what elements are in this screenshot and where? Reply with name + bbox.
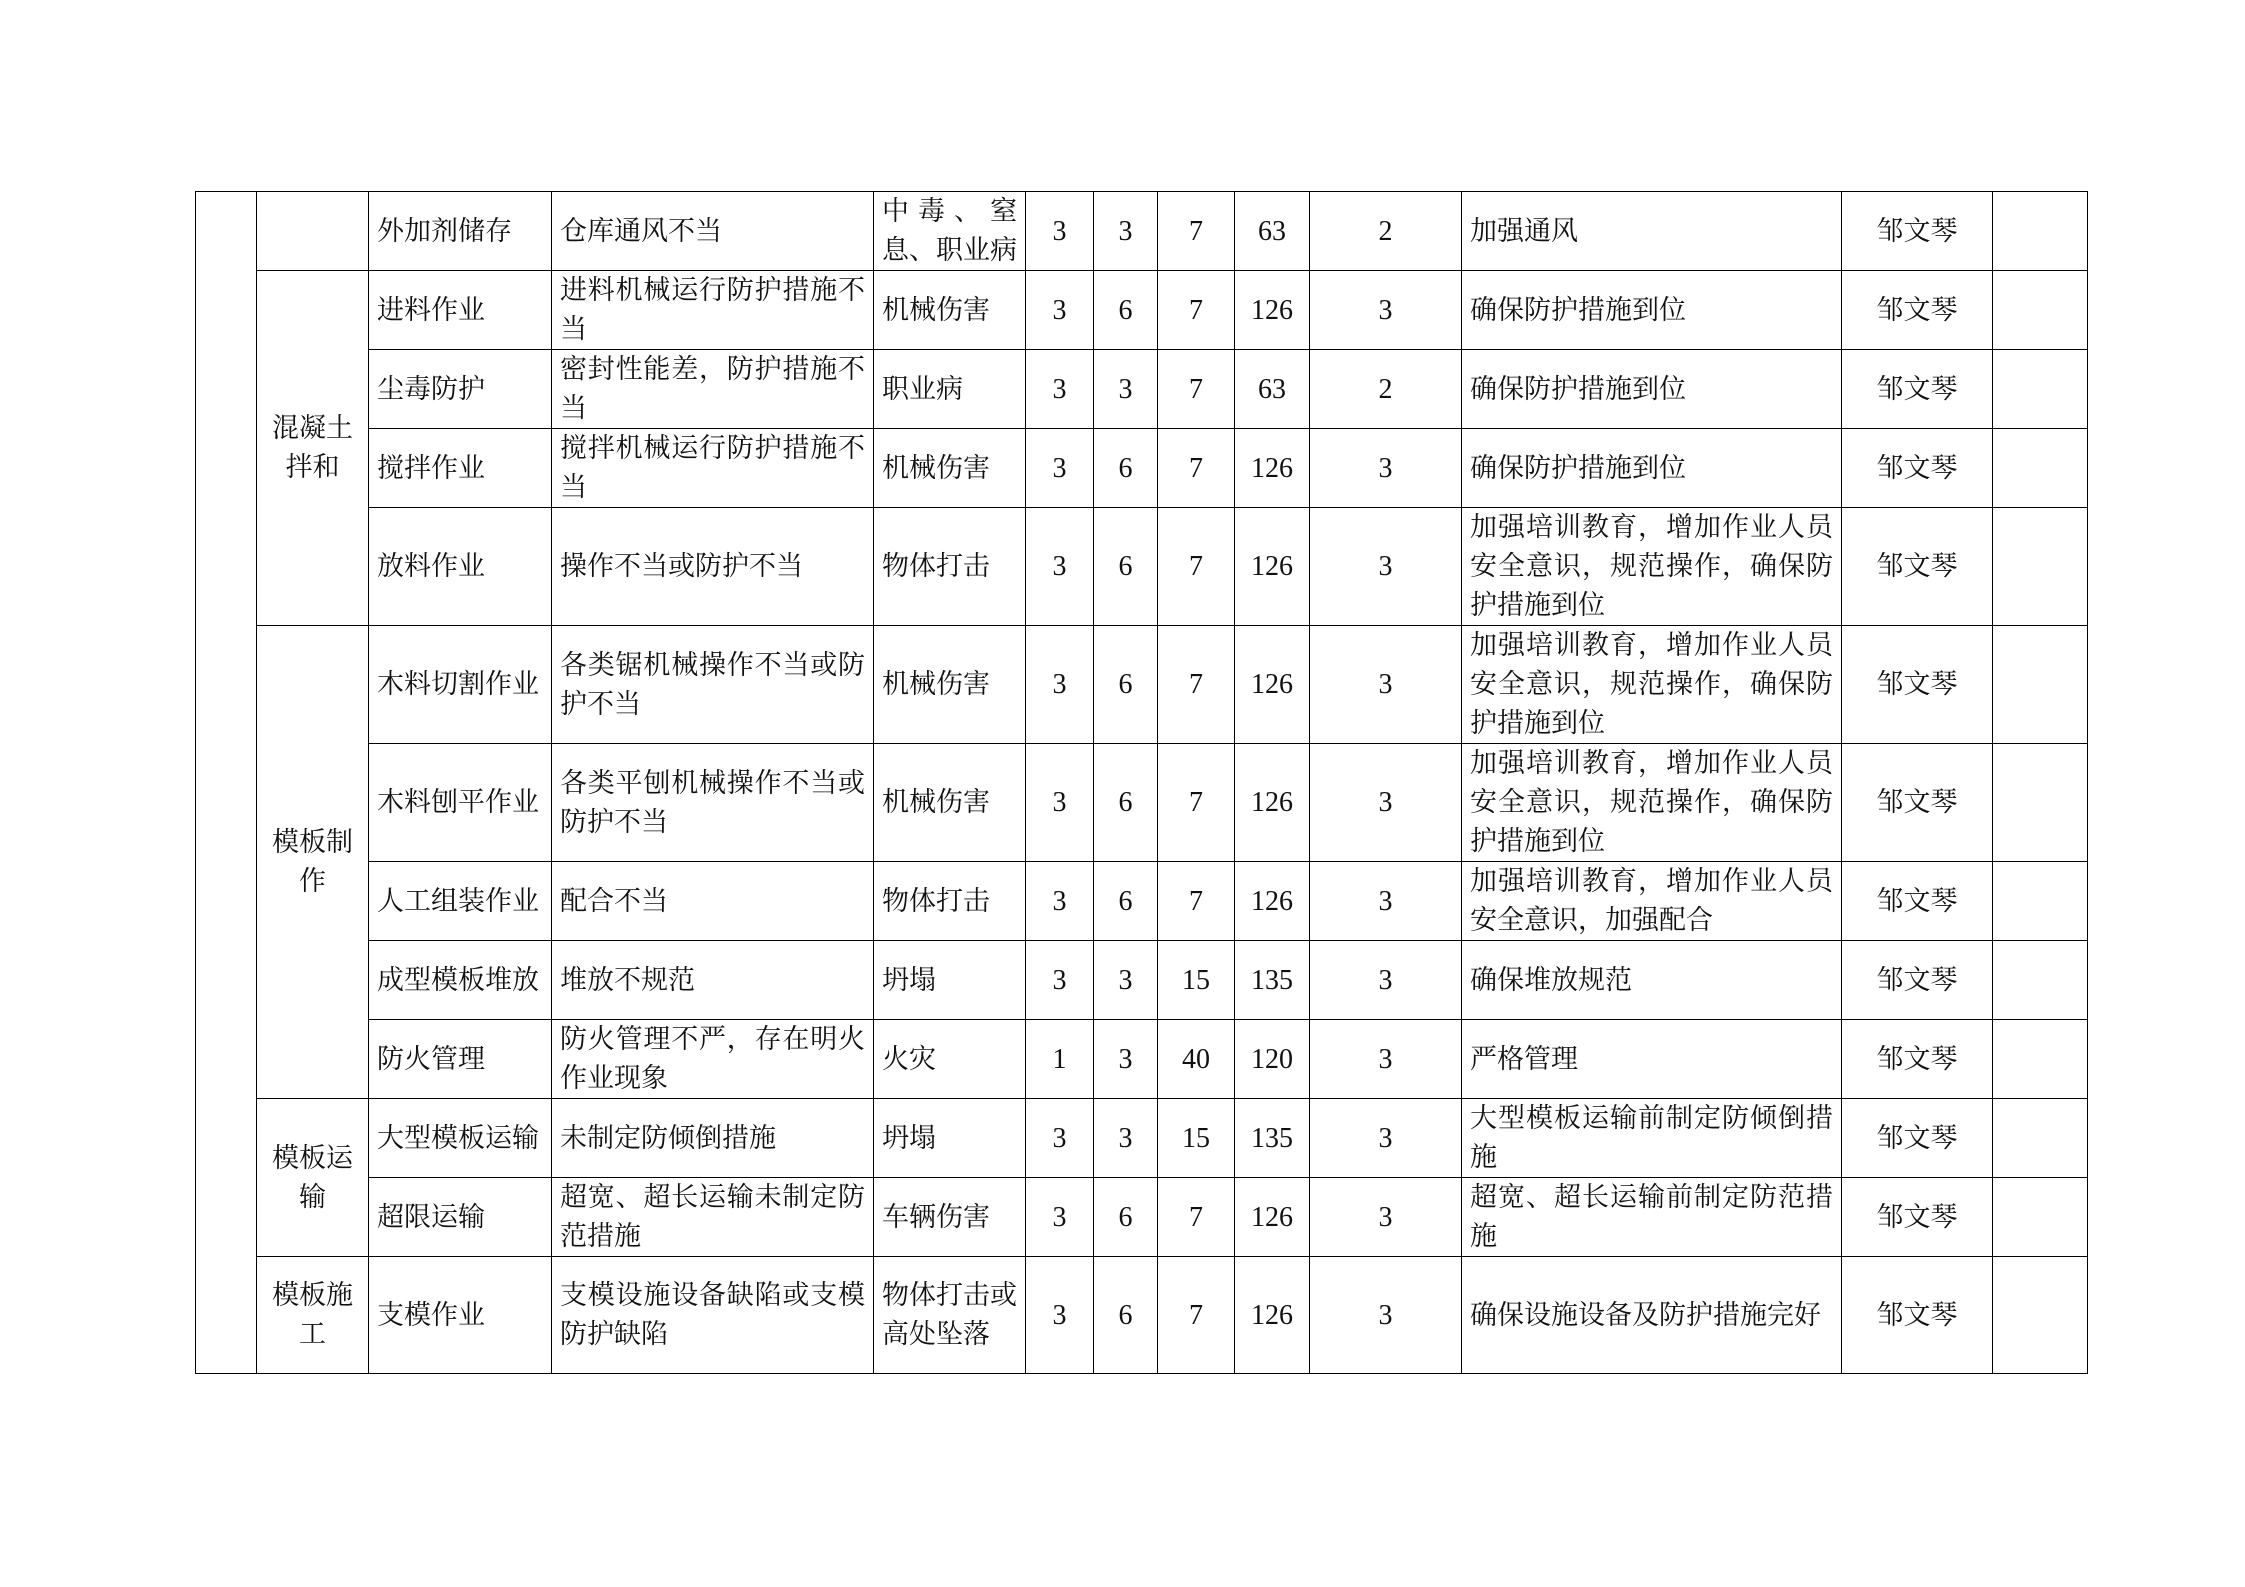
remark-cell [1993, 271, 2088, 350]
hazard-cell: 防火管理不严，存在明火作业现象 [552, 1020, 874, 1099]
l-value-cell: 3 [1026, 350, 1094, 429]
c-value-cell: 7 [1158, 1178, 1235, 1257]
table-row [196, 1257, 2088, 1374]
e-value-cell: 3 [1094, 350, 1158, 429]
d-value-cell: 126 [1235, 626, 1310, 744]
task-cell: 大型模板运输 [369, 1099, 552, 1178]
person-cell: 邹文琴 [1842, 1257, 1993, 1374]
risk-level-cell: 3 [1310, 508, 1462, 626]
c-value-cell: 7 [1158, 1257, 1235, 1374]
e-value-cell: 3 [1094, 192, 1158, 271]
l-value-cell: 3 [1026, 271, 1094, 350]
accident-cell: 火灾 [874, 1020, 1026, 1099]
measure-cell: 确保设施设备及防护措施完好 [1462, 1257, 1842, 1374]
group-cell: 模板施工 [257, 1257, 369, 1374]
accident-cell: 机械伤害 [874, 626, 1026, 744]
l-value-cell: 3 [1026, 1178, 1094, 1257]
remark-cell [1993, 192, 2088, 271]
c-value-cell: 7 [1158, 744, 1235, 862]
risk-level-cell: 3 [1310, 744, 1462, 862]
c-value-cell: 7 [1158, 508, 1235, 626]
e-value-cell: 6 [1094, 862, 1158, 941]
c-value-cell: 7 [1158, 429, 1235, 508]
person-cell: 邹文琴 [1842, 429, 1993, 508]
accident-cell: 坍塌 [874, 1099, 1026, 1178]
measure-cell: 加强培训教育，增加作业人员安全意识，规范操作，确保防护措施到位 [1462, 626, 1842, 744]
remark-cell [1993, 862, 2088, 941]
group-cell [257, 192, 369, 271]
remark-cell [1993, 626, 2088, 744]
c-value-cell: 7 [1158, 192, 1235, 271]
d-value-cell: 126 [1235, 1178, 1310, 1257]
person-cell: 邹文琴 [1842, 1178, 1993, 1257]
remark-cell [1993, 744, 2088, 862]
hazard-cell: 密封性能差，防护措施不当 [552, 350, 874, 429]
table-row [196, 271, 2088, 350]
task-cell: 木料刨平作业 [369, 744, 552, 862]
l-value-cell: 3 [1026, 1257, 1094, 1374]
task-cell: 木料切割作业 [369, 626, 552, 744]
l-value-cell: 3 [1026, 429, 1094, 508]
measure-cell: 加强培训教育，增加作业人员安全意识，规范操作，确保防护措施到位 [1462, 744, 1842, 862]
task-cell: 支模作业 [369, 1257, 552, 1374]
category-cell [196, 192, 257, 1374]
d-value-cell: 120 [1235, 1020, 1310, 1099]
measure-cell: 大型模板运输前制定防倾倒措施 [1462, 1099, 1842, 1178]
person-cell: 邹文琴 [1842, 1099, 1993, 1178]
accident-cell: 物体打击 [874, 862, 1026, 941]
measure-cell: 确保防护措施到位 [1462, 350, 1842, 429]
risk-level-cell: 3 [1310, 1257, 1462, 1374]
accident-cell: 坍塌 [874, 941, 1026, 1020]
e-value-cell: 6 [1094, 429, 1158, 508]
hazard-cell: 进料机械运行防护措施不当 [552, 271, 874, 350]
risk-level-cell: 3 [1310, 941, 1462, 1020]
group-cell: 混凝土拌和 [257, 271, 369, 626]
task-cell: 防火管理 [369, 1020, 552, 1099]
c-value-cell: 15 [1158, 1099, 1235, 1178]
table-row [196, 1020, 2088, 1099]
hazard-cell: 配合不当 [552, 862, 874, 941]
table-row [196, 429, 2088, 508]
e-value-cell: 6 [1094, 1178, 1158, 1257]
e-value-cell: 3 [1094, 1099, 1158, 1178]
remark-cell [1993, 1178, 2088, 1257]
c-value-cell: 7 [1158, 862, 1235, 941]
person-cell: 邹文琴 [1842, 626, 1993, 744]
hazard-cell: 操作不当或防护不当 [552, 508, 874, 626]
task-cell: 人工组装作业 [369, 862, 552, 941]
remark-cell [1993, 429, 2088, 508]
task-cell: 进料作业 [369, 271, 552, 350]
d-value-cell: 135 [1235, 1099, 1310, 1178]
measure-cell: 加强培训教育，增加作业人员安全意识，加强配合 [1462, 862, 1842, 941]
table-row [196, 744, 2088, 862]
c-value-cell: 15 [1158, 941, 1235, 1020]
d-value-cell: 135 [1235, 941, 1310, 1020]
l-value-cell: 3 [1026, 1099, 1094, 1178]
l-value-cell: 1 [1026, 1020, 1094, 1099]
risk-level-cell: 2 [1310, 350, 1462, 429]
risk-level-cell: 2 [1310, 192, 1462, 271]
remark-cell [1993, 1099, 2088, 1178]
person-cell: 邹文琴 [1842, 350, 1993, 429]
task-cell: 搅拌作业 [369, 429, 552, 508]
task-cell: 超限运输 [369, 1178, 552, 1257]
risk-level-cell: 3 [1310, 626, 1462, 744]
remark-cell [1993, 350, 2088, 429]
risk-level-cell: 3 [1310, 1178, 1462, 1257]
risk-level-cell: 3 [1310, 1099, 1462, 1178]
c-value-cell: 7 [1158, 271, 1235, 350]
person-cell: 邹文琴 [1842, 271, 1993, 350]
e-value-cell: 6 [1094, 271, 1158, 350]
l-value-cell: 3 [1026, 862, 1094, 941]
table-row [196, 941, 2088, 1020]
risk-level-cell: 3 [1310, 1020, 1462, 1099]
hazard-cell: 超宽、超长运输未制定防范措施 [552, 1178, 874, 1257]
e-value-cell: 3 [1094, 941, 1158, 1020]
group-cell: 模板制作 [257, 626, 369, 1099]
measure-cell: 确保防护措施到位 [1462, 429, 1842, 508]
task-cell: 放料作业 [369, 508, 552, 626]
e-value-cell: 6 [1094, 1257, 1158, 1374]
table-row [196, 192, 2088, 271]
measure-cell: 加强通风 [1462, 192, 1842, 271]
e-value-cell: 6 [1094, 626, 1158, 744]
measure-cell: 确保防护措施到位 [1462, 271, 1842, 350]
hazard-cell: 未制定防倾倒措施 [552, 1099, 874, 1178]
l-value-cell: 3 [1026, 941, 1094, 1020]
remark-cell [1993, 941, 2088, 1020]
d-value-cell: 126 [1235, 429, 1310, 508]
c-value-cell: 7 [1158, 626, 1235, 744]
accident-cell: 物体打击或高处坠落 [874, 1257, 1026, 1374]
table-row [196, 1178, 2088, 1257]
hazard-cell: 支模设施设备缺陷或支模防护缺陷 [552, 1257, 874, 1374]
task-cell: 成型模板堆放 [369, 941, 552, 1020]
hazard-cell: 堆放不规范 [552, 941, 874, 1020]
d-value-cell: 126 [1235, 271, 1310, 350]
person-cell: 邹文琴 [1842, 192, 1993, 271]
d-value-cell: 63 [1235, 192, 1310, 271]
table-row [196, 350, 2088, 429]
risk-assessment-table [195, 191, 2088, 1374]
group-cell: 模板运输 [257, 1099, 369, 1257]
measure-cell: 加强培训教育，增加作业人员安全意识，规范操作，确保防护措施到位 [1462, 508, 1842, 626]
l-value-cell: 3 [1026, 626, 1094, 744]
person-cell: 邹文琴 [1842, 508, 1993, 626]
accident-cell: 机械伤害 [874, 744, 1026, 862]
hazard-cell: 各类平刨机械操作不当或防护不当 [552, 744, 874, 862]
risk-level-cell: 3 [1310, 862, 1462, 941]
table-row [196, 626, 2088, 744]
d-value-cell: 126 [1235, 508, 1310, 626]
measure-cell: 超宽、超长运输前制定防范措施 [1462, 1178, 1842, 1257]
e-value-cell: 6 [1094, 744, 1158, 862]
d-value-cell: 63 [1235, 350, 1310, 429]
person-cell: 邹文琴 [1842, 941, 1993, 1020]
person-cell: 邹文琴 [1842, 744, 1993, 862]
accident-cell: 职业病 [874, 350, 1026, 429]
risk-level-cell: 3 [1310, 429, 1462, 508]
measure-cell: 确保堆放规范 [1462, 941, 1842, 1020]
task-cell: 尘毒防护 [369, 350, 552, 429]
person-cell: 邹文琴 [1842, 862, 1993, 941]
accident-cell: 车辆伤害 [874, 1178, 1026, 1257]
accident-cell: 物体打击 [874, 508, 1026, 626]
hazard-cell: 仓库通风不当 [552, 192, 874, 271]
hazard-cell: 搅拌机械运行防护措施不当 [552, 429, 874, 508]
l-value-cell: 3 [1026, 192, 1094, 271]
e-value-cell: 3 [1094, 1020, 1158, 1099]
remark-cell [1993, 1257, 2088, 1374]
table-row [196, 1099, 2088, 1178]
table-row [196, 508, 2088, 626]
remark-cell [1993, 508, 2088, 626]
accident-cell: 机械伤害 [874, 271, 1026, 350]
d-value-cell: 126 [1235, 1257, 1310, 1374]
task-cell: 外加剂储存 [369, 192, 552, 271]
hazard-cell: 各类锯机械操作不当或防护不当 [552, 626, 874, 744]
risk-level-cell: 3 [1310, 271, 1462, 350]
measure-cell: 严格管理 [1462, 1020, 1842, 1099]
d-value-cell: 126 [1235, 862, 1310, 941]
l-value-cell: 3 [1026, 744, 1094, 862]
e-value-cell: 6 [1094, 508, 1158, 626]
table-row [196, 862, 2088, 941]
person-cell: 邹文琴 [1842, 1020, 1993, 1099]
accident-cell: 中毒、窒息、职业病 [874, 192, 1026, 271]
c-value-cell: 40 [1158, 1020, 1235, 1099]
accident-cell: 机械伤害 [874, 429, 1026, 508]
c-value-cell: 7 [1158, 350, 1235, 429]
l-value-cell: 3 [1026, 508, 1094, 626]
remark-cell [1993, 1020, 2088, 1099]
d-value-cell: 126 [1235, 744, 1310, 862]
